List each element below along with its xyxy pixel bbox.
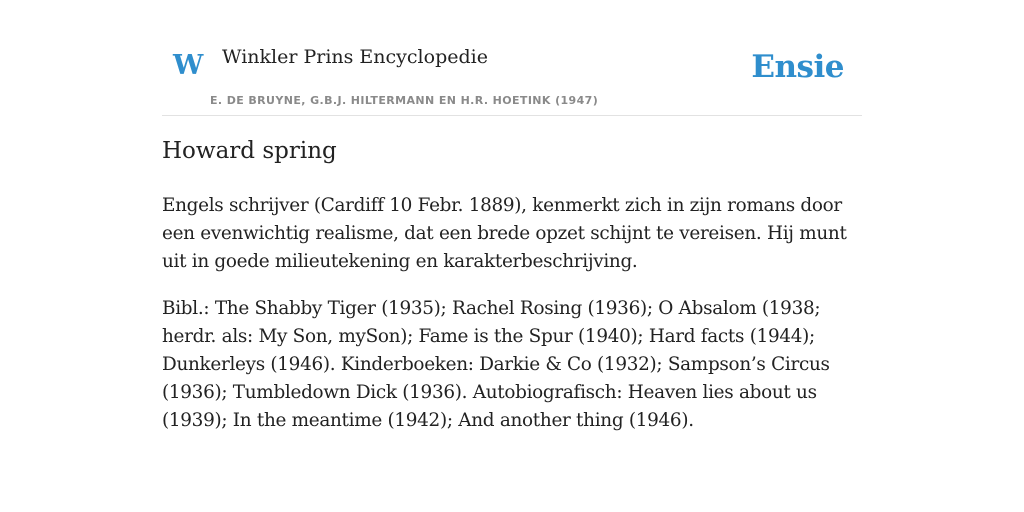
article-paragraph-bibliography: Bibl.: The Shabby Tiger (1935); Rachel Rosing (1936); O Absalom (1938; herdr. als: My Son, mySon); Fame is the Spur (1940); Hard facts (1944); Dunkerleys (1946). Kinderboeken: Darkie & Co (1932); Sampson’s Circus (1936); Tumbledown Dick (1936). Autobiografisch: Heaven lies about us (1939); In the meantime (1942); And another thing (1946). [162,298,830,431]
article-body [162,192,867,454]
article-paragraph-description: Engels schrijver (Cardiff 10 Febr. 1889), kenmerkt zich in zijn romans door een evenwichtig realisme, dat een brede opzet schijnt te vereisen. Hij munt uit in goede milieutekening en karakterbeschrijving. [162,195,847,272]
ensie-home-link[interactable]: Ensie [751,49,844,85]
winkler-prins-logo[interactable]: W [173,50,204,81]
article-title: Howard spring [162,138,337,164]
site-subtitle: E. DE BRUYNE, G.B.J. HILTERMANN EN H.R. HOETINK (1947) [210,94,599,107]
site-header [162,36,862,116]
site-title[interactable]: Winkler Prins Encyclopedie [222,46,488,68]
